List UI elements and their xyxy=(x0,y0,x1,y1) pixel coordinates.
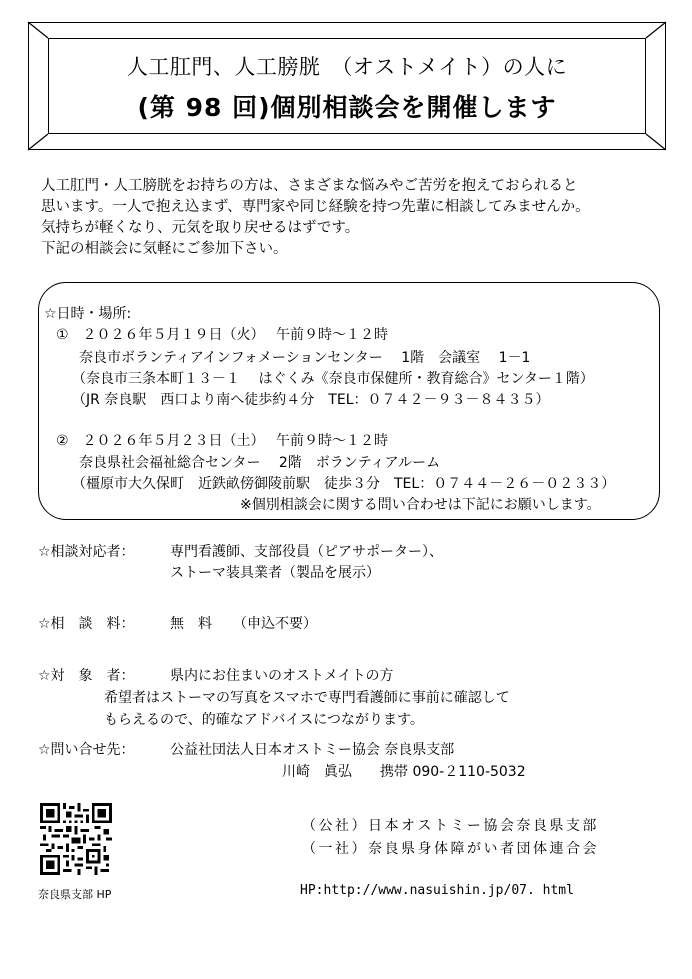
contact-label: ☆問い合せ先： xyxy=(38,742,135,758)
footer-org-1: （公社）日本オストミー協会奈良県支部 xyxy=(302,818,599,834)
schedule-note: ※個別相談会に関する問い合わせは下記にお願いします。 xyxy=(240,497,601,513)
fee-label: ☆相 談 料： xyxy=(38,616,135,632)
consultants-line-1: 専門看護師、支部役員（ピアサポーター）、 xyxy=(170,544,443,560)
session2-address: （橿原市大久保町 近鉄畝傍御陵前駅 徒歩３分 TEL：０７４４－２６－０２３３） xyxy=(72,476,616,492)
target-line-3: もらえるので、的確なアドバイスにつながります。 xyxy=(104,712,424,728)
footer-hp-link[interactable]: HP:http://www.nasuishin.jp/07. html xyxy=(300,883,574,898)
intro-paragraph xyxy=(41,176,590,260)
target-line-2: 希望者はストーマの写真をスマホで専門看護師に事前に確認して xyxy=(104,690,510,706)
intro-line: 人工肛門・人工膀胱をお持ちの方は、さまざまな悩みやご苦労を抱えておられると xyxy=(41,178,578,194)
session2-venue: 奈良県社会福祉総合センター 2階 ボランティアルーム xyxy=(79,455,441,471)
consultants-line-2: ストーマ装具業者（製品を展示） xyxy=(170,565,380,581)
session2-datetime: ② ２０２６年５月２３日（土） 午前９時～１２時 xyxy=(56,433,388,449)
contact-line-1: 公益社団法人日本オストミー協会 奈良県支部 xyxy=(170,742,455,758)
page-title: (第 98 回)個別相談会を開催します xyxy=(137,93,557,122)
target-line-1: 県内にお住まいのオストメイトの方 xyxy=(170,668,394,684)
session1-access: （JR 奈良駅 西口より南へ徒歩約４分 TEL：０７４２－９３－８４３５） xyxy=(72,392,550,408)
qr-caption: 奈良県支部 HP xyxy=(38,888,112,901)
footer-org-2: （一社）奈良県身体障がい者団体連合会 xyxy=(302,841,599,857)
consultants-label: ☆相談対応者： xyxy=(38,544,135,560)
fee-value: 無 料 （申込不要） xyxy=(170,616,317,632)
target-label: ☆対 象 者： xyxy=(38,668,135,684)
session1-datetime: ① ２０２６年５月１９日（火） 午前９時～１２時 xyxy=(56,327,388,343)
qr-code-icon[interactable] xyxy=(40,803,112,875)
intro-line: 気持ちが軽くなり、元気を取り戻せるはずです。 xyxy=(41,220,360,236)
session1-venue: 奈良市ボランティアインフォメーションセンター 1階 会議室 1－1 xyxy=(79,350,531,366)
title-line-1: 人工肛門、人工膀胱 （オストメイト）の人に xyxy=(126,55,568,79)
session1-address: （奈良市三条本町１３－１ はぐくみ《奈良市保健所・教育総合》センター１階） xyxy=(72,371,594,387)
intro-line: 下記の相談会に気軽にご参加下さい。 xyxy=(41,241,288,257)
contact-line-2: 川崎 眞弘 携帯 090-２110-5032 xyxy=(282,764,526,780)
schedule-heading: ☆日時・場所: xyxy=(44,306,132,322)
intro-line: 思います。一人で抱え込まず、専門家や同じ経験を持つ先輩に相談してみませんか。 xyxy=(41,199,590,215)
